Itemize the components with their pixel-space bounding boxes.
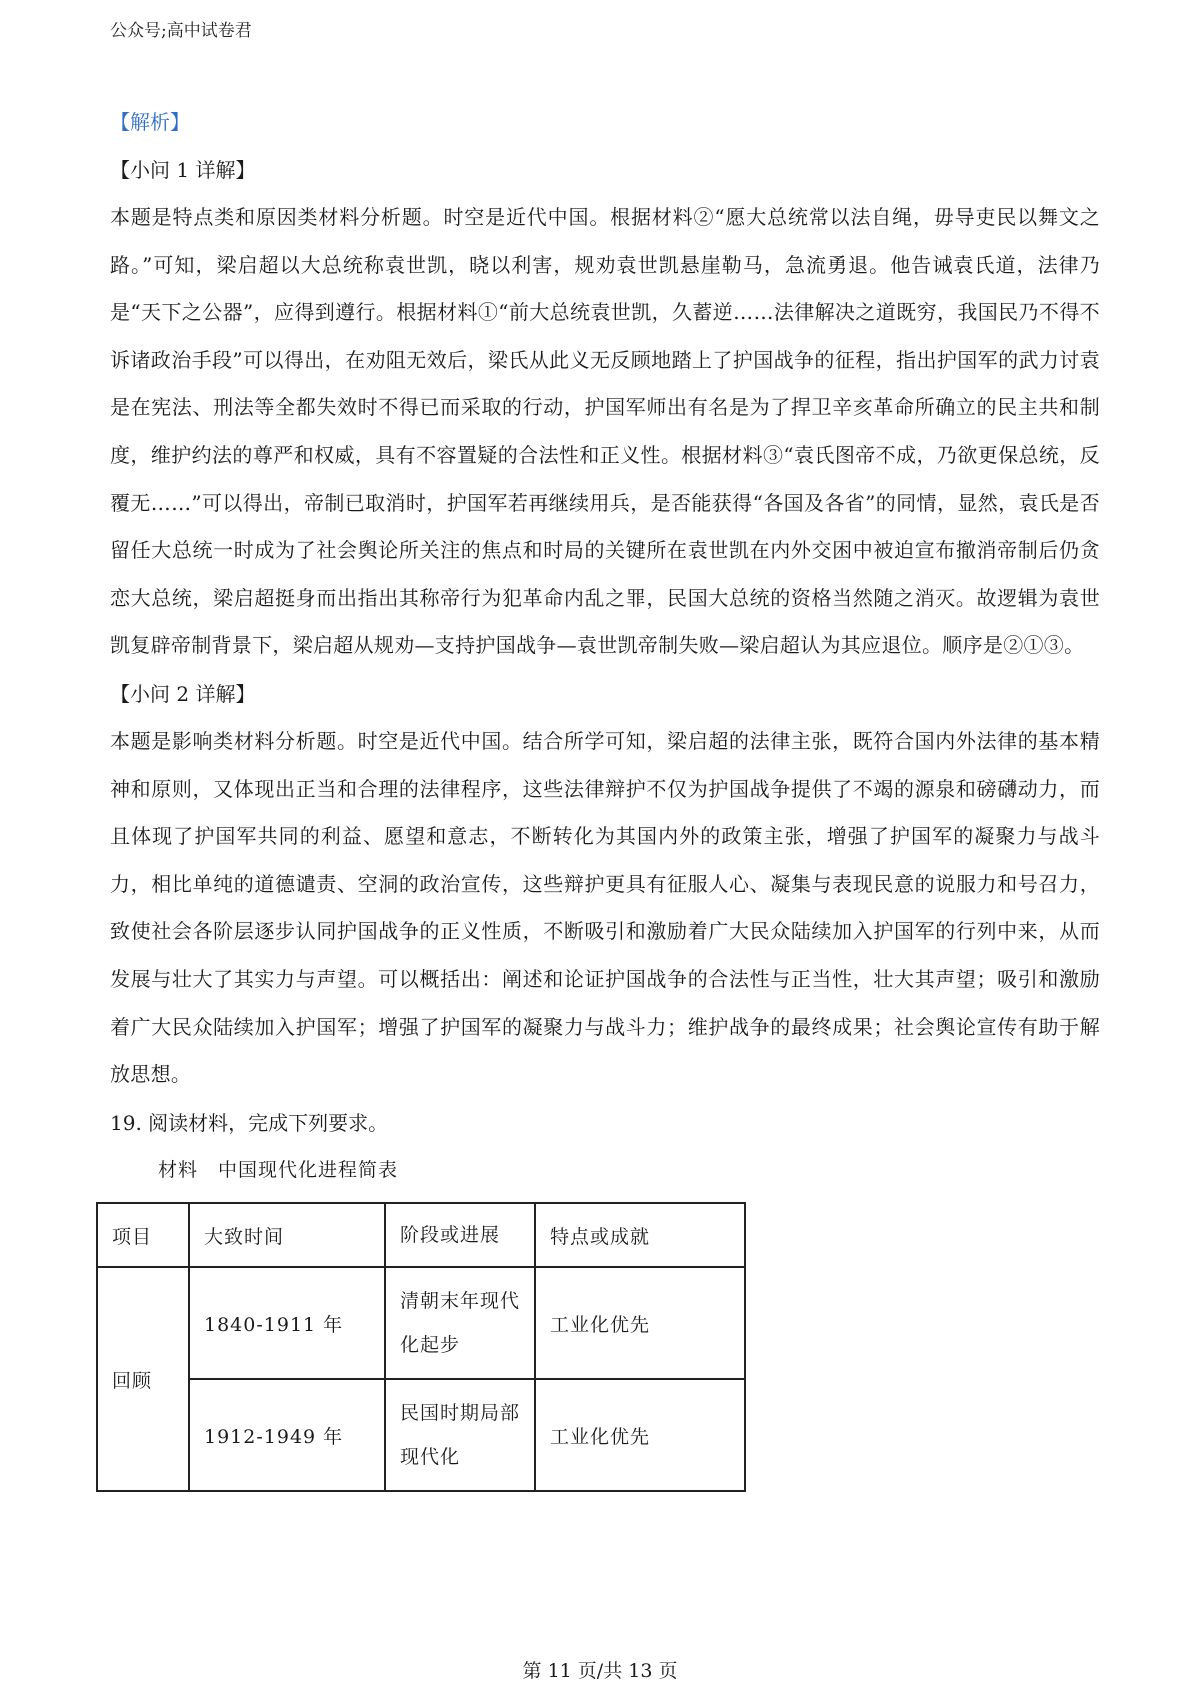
header-cell-item: 项目 — [97, 1203, 189, 1267]
watermark-note: 公众号;高中试卷君 — [110, 21, 252, 41]
group-cell: 回顾 — [97, 1267, 189, 1491]
header-cell-stage: 阶段或进展 — [385, 1203, 535, 1267]
time-cell: 1840-1911 年 — [189, 1267, 385, 1379]
sub-question-2-label: 【小问 2 详解】 — [110, 681, 256, 706]
header-cell-feature: 特点或成就 — [535, 1203, 745, 1267]
table-row — [97, 1267, 745, 1379]
feature-cell: 工业化优先 — [535, 1379, 745, 1491]
sub-question-1-label: 【小问 1 详解】 — [110, 158, 256, 182]
time-cell: 1912-1949 年 — [189, 1379, 385, 1491]
sub-question-2-text: 本题是影响类材料分析题。时空是近代中国。结合所学可知，梁启超的法律主张，既符合国内外法律的基本精神和原则，又体现出正当和合理的法律程序，这些法律辩护不仅为护国战争提供了不竭的源泉和磅礴动力，而且体现了护国军共同的利益、愿望和意志，不断转化为其国内外的政策主张，增强了护国军的凝聚力与战斗力，相比单纯的道德谴责、空洞的政治宣传，这些辩护更具有征服人心、凝集与表现民意的说服力和号召力，致使社会各阶层逐步认同护国战争的正义性质，不断吸引和激励着广大民众陆续加入护国军的行列中来，从而发展与壮大了其实力与声望。可以概括出：阐述和论证护国战争的合法性与正当性，壮大其声望；吸引和激励着广大民众陆续加入护国军；增强了护国军的凝聚力与战斗力；维护战争的最终成果；社会舆论宣传有助于解放思想。 — [110, 728, 1100, 1087]
sub-question-1-text: 本题是特点类和原因类材料分析题。时空是近代中国。根据材料②“愿大总统常以法自绳，毋导吏民以舞文之路。”可知，梁启超以大总统称袁世凯，晓以利害，规劝袁世凯悬崖勒马，急流勇退。他告诫袁氏道，法律乃是“天下之公器”，应得到遵行。根据材料①“前大总统袁世凯，久蓄逆……法律解决之道既穷，我国民乃不得不诉诸政治手段”可以得出，在劝阻无效后，梁氏从此义无反顾地踏上了护国战争的征程，指出护国军的武力讨袁是在宪法、刑法等全都失效时不得已而采取的行动，护国军师出有名是为了捍卫辛亥革命所确立的民主共和制度，维护约法的尊严和权威，具有不容置疑的合法性和正义性。根据材料③“袁氏图帝不成，乃欲更保总统，反覆无……”可以得出，帝制已取消时，护国军若再继续用兵，是否能获得“各国及各省”的同情，显然，袁氏是否留任大总统一时成为了社会舆论所关注的焦点和时局的关键所在袁世凯在内外交困中被迫宣布撤消帝制后仍贪恋大总统，梁启超挺身而出指出其称帝行为犯革命内乱之罪，民国大总统的资格当然随之消灭。故逻辑为袁世凯复辟帝制背景下，梁启超从规劝—支持护国战争—袁世凯帝制失败—梁启超认为其应退位。顺序是②①③。 — [110, 205, 1100, 658]
document-body — [110, 98, 1100, 1193]
header-cell-time: 大致时间 — [189, 1203, 385, 1267]
page-footer: 第 11 页/共 13 页 — [522, 1660, 678, 1682]
analysis-label: 【解析】 — [110, 110, 190, 134]
question-19: 19. 阅读材料，完成下列要求。 — [110, 1110, 389, 1135]
table-caption: 材料 中国现代化进程简表 — [158, 1158, 399, 1181]
stage-cell: 民国时期局部现代化 — [385, 1379, 535, 1491]
stage-cell: 清朝末年现代化起步 — [385, 1267, 535, 1379]
table-row — [97, 1379, 745, 1491]
table-header-row — [97, 1203, 745, 1267]
modernization-table — [96, 1202, 746, 1492]
feature-cell: 工业化优先 — [535, 1267, 745, 1379]
